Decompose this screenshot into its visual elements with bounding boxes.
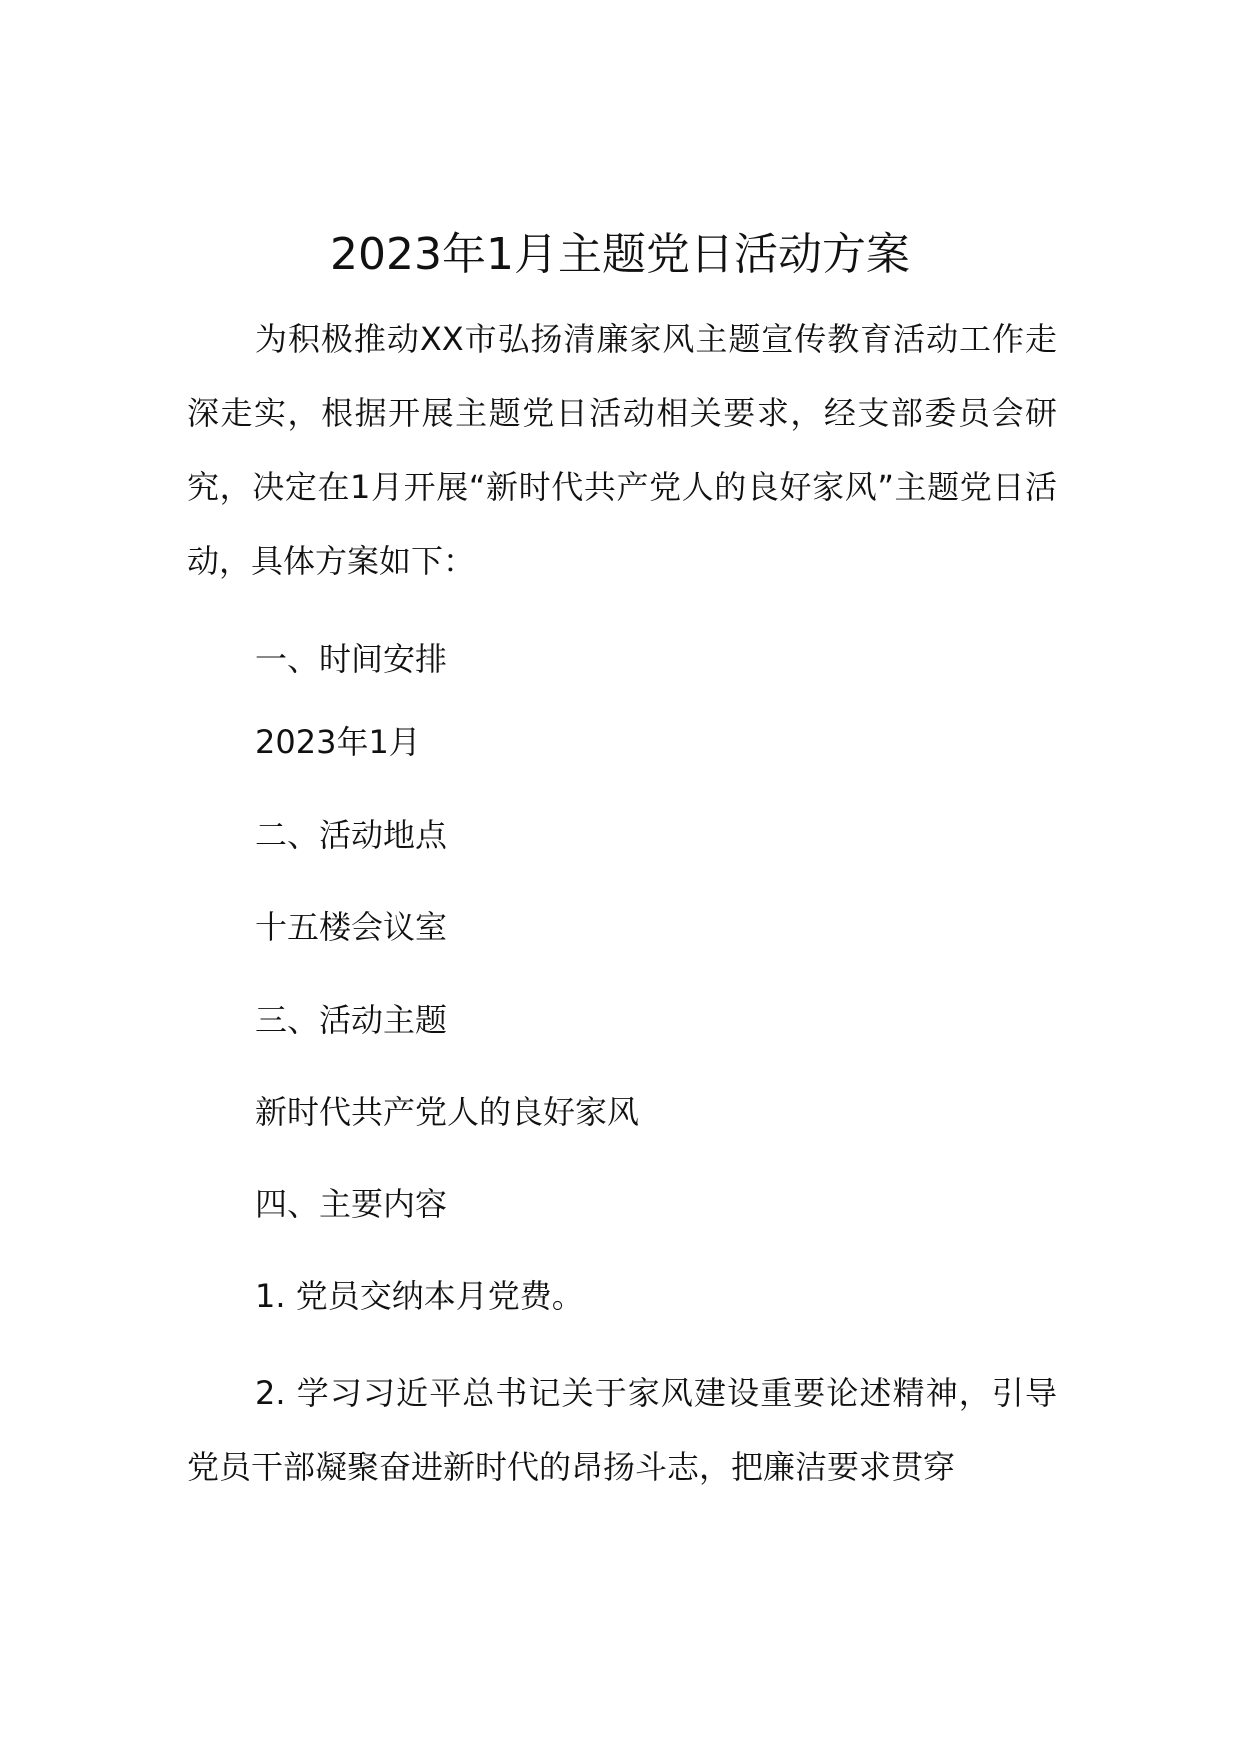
- section-content-location: 十五楼会议室: [255, 908, 448, 946]
- content-item-1: 1. 党员交纳本月党费。: [255, 1277, 584, 1315]
- content-item-2: 2. 学习习近平总书记关于家风建设重要论述精神，引导党员干部凝聚奋进新时代的昂扬斗志，把廉洁要求贯穿: [187, 1374, 1057, 1486]
- section-heading-location: 二、活动地点: [255, 816, 448, 854]
- intro-paragraph: 为积极推动XX市弘扬清廉家风主题宣传教育活动工作走深走实，根据开展主题党日活动相关要求，经支部委员会研究，决定在1月开展“新时代共产党人的良好家风”主题党日活动，具体方案如下：: [187, 320, 1057, 580]
- section-content-theme: 新时代共产党人的良好家风: [255, 1093, 640, 1131]
- document-title: 2023年1月主题党日活动方案: [330, 229, 910, 280]
- section-heading-time: 一、时间安排: [255, 640, 448, 678]
- section-heading-theme: 三、活动主题: [255, 1001, 448, 1039]
- section-heading-content: 四、主要内容: [255, 1185, 448, 1223]
- section-content-time: 2023年1月: [255, 723, 421, 761]
